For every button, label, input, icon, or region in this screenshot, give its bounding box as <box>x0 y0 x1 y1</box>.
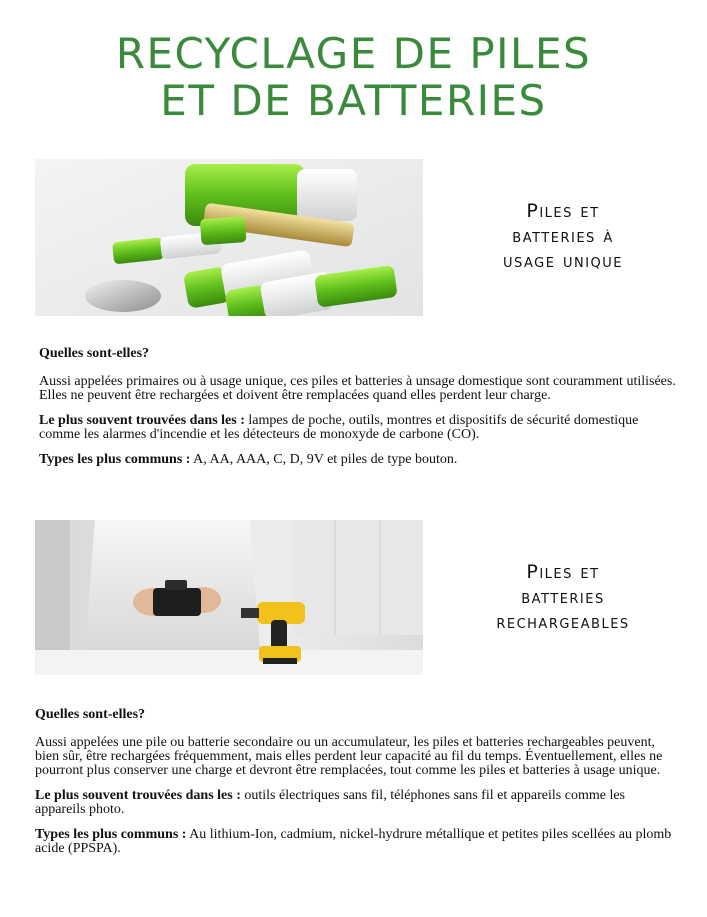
rechargeable-section <box>35 708 679 867</box>
single-use-section <box>39 347 679 478</box>
types-text: Types les plus communs : A, AA, AAA, C, D, 9V et piles de type bouton. <box>39 452 458 467</box>
types-text: Types les plus communs : Au lithium-Ion, cadmium, nickel-hydrure métallique et petites piles scellées au plomb acide (PPSPA). <box>35 827 672 856</box>
title-line-2: ET DE BATTERIES <box>160 76 547 125</box>
single-use-heading: Piles et batteries à usage unique <box>502 200 624 272</box>
found-in-text: Le plus souvent trouvées dans les : outils électriques sans fil, téléphones sans fil et appareils comme les appareils photo. <box>35 788 626 817</box>
single-use-batteries-photo <box>35 159 423 316</box>
description-text: Aussi appelées une pile ou batterie secondaire ou un accumulateur, les piles et batteries rechargeables peuvent, bien sûr, être rechargées fréquemment, mais elles perdent leur capacité au fil du temps. Éventuellement, elles ne pourront plus conserver une charge et devront être remplacées, tout comme les piles et batteries à usage unique. <box>35 735 663 778</box>
title-line-1: RECYCLAGE DE PILES <box>115 29 592 78</box>
rechargeable-batteries-photo <box>35 520 423 675</box>
page-title <box>0 30 707 124</box>
found-in-text: Le plus souvent trouvées dans les : lampes de poche, outils, montres et dispositifs de sécurité domestique comme les alarmes d'incendie et les détecteurs de monoxyde de carbone (CO). <box>39 413 639 442</box>
question-heading: Quelles sont-elles? <box>39 346 150 361</box>
description-text: Aussi appelées primaires ou à usage unique, ces piles et batteries à unsage domestique sont couramment utilisées. Elles ne peuvent être rechargées et doivent être remplacées quand elles perdent leur charge. <box>39 374 676 403</box>
rechargeable-heading: Piles et batteries rechargeables <box>496 561 630 633</box>
question-heading: Quelles sont-elles? <box>35 707 146 722</box>
